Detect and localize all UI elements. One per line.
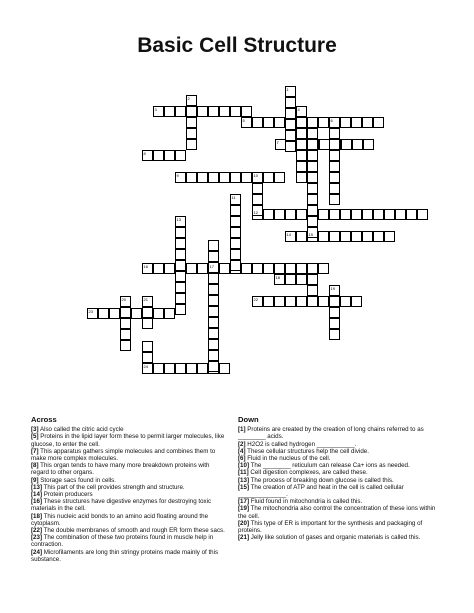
grid-cell[interactable] — [318, 263, 329, 274]
grid-cell[interactable] — [307, 183, 318, 194]
grid-cell[interactable] — [285, 263, 296, 274]
grid-cell[interactable] — [329, 329, 340, 340]
grid-cell[interactable] — [307, 161, 318, 172]
across-clue — [31, 498, 228, 512]
grid-cell[interactable] — [230, 260, 241, 271]
grid-cell[interactable] — [395, 209, 406, 220]
grid-cell[interactable] — [175, 238, 186, 249]
grid-cell[interactable] — [274, 117, 285, 128]
grid-cell[interactable] — [230, 205, 241, 216]
clue-text: The creation of ATP and heat in the cell is called cellular ______________. — [238, 483, 404, 499]
cell-number: 1 — [286, 86, 289, 92]
grid-cell[interactable] — [208, 172, 219, 183]
grid-cell[interactable] — [197, 106, 208, 117]
clue-text: This nucleic acid bonds to an amino acid floating around the cytoplasm. — [31, 512, 209, 527]
grid-cell[interactable] — [373, 231, 384, 242]
cell-number: 18 — [275, 274, 280, 280]
grid-cell[interactable] — [307, 139, 318, 150]
grid-cell[interactable] — [241, 172, 252, 183]
cell-number: 3 — [154, 106, 157, 112]
clue-number: [22] — [31, 527, 43, 535]
clue-text: This part of the cell provides strength and structure. — [42, 483, 185, 491]
grid-cell[interactable] — [186, 139, 197, 150]
clue-number: [11] — [238, 469, 249, 477]
grid-cell[interactable] — [230, 238, 241, 249]
cell-number: 5 — [242, 117, 245, 123]
across-clue — [31, 491, 228, 498]
grid-cell[interactable] — [175, 363, 186, 374]
clue-text: Microfilaments are long thin stringy proteins made mainly of this substance. — [31, 548, 219, 563]
clue-text: H2O2 is called hydrogen ___________. — [245, 440, 357, 448]
cell-number: 15 — [308, 231, 313, 237]
grid-cell[interactable] — [406, 209, 417, 220]
grid-cell[interactable] — [186, 172, 197, 183]
grid-cell[interactable] — [98, 308, 109, 319]
grid-cell[interactable] — [263, 209, 274, 220]
grid-cell[interactable] — [208, 295, 219, 306]
grid-cell[interactable] — [164, 150, 175, 161]
down-clue — [238, 534, 444, 541]
cell-number: 8 — [143, 150, 146, 156]
grid-cell[interactable] — [175, 260, 186, 271]
grid-cell[interactable] — [142, 341, 153, 352]
grid-cell[interactable] — [263, 263, 274, 274]
clue-number: [21] — [238, 534, 250, 542]
grid-cell[interactable] — [219, 263, 230, 274]
grid-cell[interactable] — [329, 194, 340, 205]
clue-number: [23] — [31, 534, 43, 542]
clue-number: [24] — [31, 548, 43, 556]
grid-cell[interactable] — [219, 172, 230, 183]
grid-cell[interactable] — [197, 172, 208, 183]
grid-cell[interactable] — [230, 106, 241, 117]
grid-cell[interactable] — [153, 263, 164, 274]
grid-cell[interactable] — [329, 209, 340, 220]
grid-cell[interactable] — [164, 106, 175, 117]
across-clue — [31, 477, 228, 484]
cell-number: 2 — [187, 95, 190, 101]
grid-cell[interactable] — [208, 361, 219, 372]
grid-cell[interactable] — [131, 308, 142, 319]
cell-number: 9 — [176, 172, 179, 178]
grid-cell[interactable] — [296, 231, 307, 242]
grid-cell[interactable] — [329, 183, 340, 194]
grid-cell[interactable] — [142, 307, 153, 318]
grid-cell[interactable] — [186, 106, 197, 117]
grid-cell[interactable] — [208, 328, 219, 339]
down-clue — [238, 462, 444, 469]
grid-cell[interactable] — [120, 307, 131, 318]
grid-cell[interactable] — [363, 139, 374, 150]
grid-cell[interactable] — [340, 296, 351, 307]
clue-number: [3] — [31, 426, 39, 434]
grid-cell[interactable] — [307, 194, 318, 205]
grid-cell[interactable] — [362, 231, 373, 242]
grid-cell[interactable] — [142, 352, 153, 363]
grid-cell[interactable] — [219, 106, 230, 117]
grid-cell[interactable] — [329, 318, 340, 329]
grid-cell[interactable] — [208, 317, 219, 328]
grid-cell[interactable] — [175, 227, 186, 238]
grid-cell[interactable] — [208, 339, 219, 350]
grid-cell[interactable] — [307, 285, 318, 296]
clue-number: [20] — [238, 519, 250, 527]
clue-number: [2] — [238, 440, 246, 448]
cell-number: 14 — [286, 231, 291, 237]
across-clue — [31, 448, 228, 462]
grid-cell[interactable] — [252, 117, 263, 128]
across-clue — [31, 433, 228, 447]
clue-number: [14] — [31, 491, 43, 499]
down-clue — [238, 455, 444, 462]
grid-cell[interactable] — [164, 308, 175, 319]
across-clue — [31, 462, 228, 476]
clue-text: The double membranes of smooth and rough ER form these sacs. — [42, 527, 225, 535]
clue-text: The combination of these two proteins found in muscle help in contraction. — [31, 534, 214, 549]
page-title: Basic Cell Structure — [137, 34, 337, 57]
grid-cell[interactable] — [153, 150, 164, 161]
grid-cell[interactable] — [307, 296, 318, 307]
grid-cell[interactable] — [175, 293, 186, 304]
grid-cell[interactable] — [296, 150, 307, 161]
grid-cell[interactable] — [208, 240, 219, 251]
grid-cell[interactable] — [296, 172, 307, 183]
grid-cell[interactable] — [307, 274, 318, 285]
grid-cell[interactable] — [318, 296, 329, 307]
clue-text: Protein producers — [42, 491, 93, 499]
clue-number: [16] — [31, 498, 43, 506]
clue-number: [7] — [31, 447, 39, 455]
grid-cell[interactable] — [285, 130, 296, 141]
grid-cell[interactable] — [384, 231, 395, 242]
clue-text: The process of breaking down glucose is called this. — [249, 476, 394, 484]
clue-text: This apparatus gathers simple molecules and combines them to make more complex molecules. — [31, 447, 216, 463]
grid-cell[interactable] — [230, 249, 241, 260]
grid-cell[interactable] — [186, 263, 197, 274]
grid-cell[interactable] — [285, 108, 296, 119]
down-clue — [238, 484, 444, 498]
grid-cell[interactable] — [175, 282, 186, 293]
clue-number: [5] — [31, 433, 39, 441]
clue-text: The mitochondria also control the concentration of these ions within the cell. — [238, 505, 436, 520]
grid-cell[interactable] — [296, 161, 307, 172]
grid-cell[interactable] — [274, 263, 285, 274]
cell-number: 11 — [231, 194, 236, 200]
grid-cell[interactable] — [186, 128, 197, 139]
across-clue — [31, 534, 228, 548]
clue-number: [19] — [238, 505, 250, 513]
grid-cell[interactable] — [307, 263, 318, 274]
grid-cell[interactable] — [164, 363, 175, 374]
clue-number: [10] — [238, 462, 250, 470]
grid-cell[interactable] — [208, 273, 219, 284]
down-clues — [238, 416, 444, 541]
grid-cell[interactable] — [208, 251, 219, 262]
grid-cell[interactable] — [296, 209, 307, 220]
grid-cell[interactable] — [329, 128, 340, 139]
grid-cell[interactable] — [230, 172, 241, 183]
clue-text: Proteins in the lipid layer form these to permit larger molecules, like glucose, to enter the cell. — [31, 433, 225, 448]
grid-cell[interactable] — [329, 307, 340, 318]
clue-number: [1] — [238, 426, 246, 434]
grid-cell[interactable] — [175, 249, 186, 260]
clue-number: [15] — [238, 483, 250, 491]
grid-cell[interactable] — [252, 183, 263, 194]
cell-number: 6 — [330, 117, 333, 123]
grid-cell[interactable] — [307, 216, 318, 227]
clue-text: These structures have digestive enzymes for destroying toxic materials in the cell. — [31, 498, 212, 513]
clue-text: Proteins are created by the creation of long chains referred to as ________ acids. — [238, 426, 424, 441]
grid-cell[interactable] — [109, 308, 120, 319]
across-clue — [31, 549, 228, 563]
clue-number: [17] — [238, 498, 250, 506]
cell-number: 21 — [143, 296, 148, 302]
grid-cell[interactable] — [340, 209, 351, 220]
grid-cell[interactable] — [263, 172, 274, 183]
grid-cell[interactable] — [230, 227, 241, 238]
clue-number: [13] — [238, 476, 250, 484]
grid-cell[interactable] — [263, 296, 274, 307]
grid-cell[interactable] — [351, 231, 362, 242]
grid-cell[interactable] — [296, 296, 307, 307]
grid-cell[interactable] — [274, 209, 285, 220]
grid-cell[interactable] — [384, 209, 395, 220]
clue-number: [18] — [31, 512, 43, 520]
grid-cell[interactable] — [153, 308, 164, 319]
clue-text: Jelly like solution of gases and organic materials is called this. — [249, 534, 421, 542]
grid-cell[interactable] — [263, 117, 274, 128]
grid-cell[interactable] — [208, 106, 219, 117]
cell-number: 19 — [330, 285, 335, 291]
grid-cell[interactable] — [153, 363, 164, 374]
grid-cell[interactable] — [142, 318, 153, 329]
grid-cell[interactable] — [241, 263, 252, 274]
across-clue — [31, 426, 228, 433]
clue-text: This organ tends to have many more breakdown proteins with regard to other organs. — [31, 462, 210, 477]
down-clue — [238, 441, 444, 448]
grid-cell[interactable] — [285, 209, 296, 220]
cell-number: 17 — [209, 263, 214, 269]
clue-number: [13] — [31, 483, 43, 491]
grid-cell[interactable] — [296, 274, 307, 285]
grid-cell[interactable] — [351, 209, 362, 220]
grid-cell[interactable] — [362, 117, 373, 128]
grid-cell[interactable] — [362, 209, 373, 220]
cell-number: 4 — [297, 106, 300, 112]
cell-number: 24 — [143, 363, 148, 369]
grid-cell[interactable] — [340, 117, 351, 128]
grid-cell[interactable] — [285, 274, 296, 285]
grid-cell[interactable] — [241, 106, 252, 117]
grid-cell[interactable] — [329, 172, 340, 183]
grid-cell[interactable] — [208, 306, 219, 317]
clue-text: Storage sacs found in cells. — [38, 476, 116, 484]
grid-cell[interactable] — [175, 150, 186, 161]
grid-cell[interactable] — [318, 117, 329, 128]
grid-cell[interactable] — [307, 172, 318, 183]
grid-cell[interactable] — [285, 97, 296, 108]
grid-cell[interactable] — [352, 139, 363, 150]
clue-number: [4] — [238, 447, 246, 455]
grid-cell[interactable] — [274, 172, 285, 183]
across-heading: Across — [31, 415, 57, 424]
grid-cell[interactable] — [307, 128, 318, 139]
grid-cell[interactable] — [329, 296, 340, 307]
grid-cell[interactable] — [208, 284, 219, 295]
grid-cell[interactable] — [219, 363, 230, 374]
grid-cell[interactable] — [373, 209, 384, 220]
cell-number: 22 — [253, 296, 258, 302]
down-clue — [238, 498, 444, 505]
grid-cell[interactable] — [296, 128, 307, 139]
grid-cell[interactable] — [120, 318, 131, 329]
grid-cell[interactable] — [307, 150, 318, 161]
grid-cell[interactable] — [120, 340, 131, 351]
clue-text: Cell digestion complexes, are called these. — [248, 469, 368, 477]
grid-cell[interactable] — [341, 139, 352, 150]
grid-cell[interactable] — [351, 117, 362, 128]
grid-cell[interactable] — [318, 231, 329, 242]
across-clue — [31, 527, 228, 534]
grid-cell[interactable] — [318, 209, 329, 220]
grid-cell[interactable] — [197, 363, 208, 374]
clue-number: [9] — [31, 476, 39, 484]
clue-number: [8] — [31, 462, 39, 470]
down-clue — [238, 426, 444, 440]
grid-cell[interactable] — [340, 231, 351, 242]
across-clue — [31, 513, 228, 527]
grid-cell[interactable] — [230, 216, 241, 227]
down-clue — [238, 505, 444, 519]
clue-text: Fluid found in mitochondria is called this. — [249, 498, 363, 506]
grid-cell[interactable] — [175, 304, 186, 315]
grid-cell[interactable] — [329, 139, 340, 150]
across-clues — [31, 416, 228, 563]
grid-cell[interactable] — [186, 117, 197, 128]
cell-number: 12 — [253, 209, 258, 215]
grid-cell[interactable] — [373, 117, 384, 128]
cell-number: 7 — [276, 139, 279, 145]
grid-cell[interactable] — [285, 296, 296, 307]
cell-number: 13 — [176, 216, 181, 222]
grid-cell[interactable] — [164, 263, 175, 274]
grid-cell[interactable] — [285, 141, 296, 152]
cell-number: 20 — [121, 296, 126, 302]
grid-cell[interactable] — [329, 161, 340, 172]
grid-cell[interactable] — [329, 231, 340, 242]
clue-text: These cellular structures help the cell divide. — [245, 447, 369, 455]
grid-cell[interactable] — [252, 194, 263, 205]
down-clue — [238, 469, 444, 476]
grid-cell[interactable] — [296, 117, 307, 128]
clue-number: [6] — [238, 455, 246, 463]
clue-text: The ________ reticulum can release Ca+ ions as needed. — [249, 462, 410, 470]
down-clue — [238, 520, 444, 534]
down-heading: Down — [238, 415, 259, 424]
grid-cell[interactable] — [285, 119, 296, 130]
grid-cell[interactable] — [208, 350, 219, 361]
cell-number: 10 — [253, 172, 258, 178]
grid-cell[interactable] — [186, 363, 197, 374]
grid-cell[interactable] — [307, 117, 318, 128]
grid-cell[interactable] — [351, 296, 362, 307]
grid-cell[interactable] — [175, 271, 186, 282]
grid-cell[interactable] — [329, 150, 340, 161]
grid-cell[interactable] — [120, 329, 131, 340]
grid-cell[interactable] — [197, 263, 208, 274]
across-clue — [31, 484, 228, 491]
grid-cell[interactable] — [296, 139, 307, 150]
down-clue — [238, 448, 444, 455]
down-clue — [238, 477, 444, 484]
cell-number: 23 — [88, 308, 93, 314]
cell-number: 16 — [143, 263, 148, 269]
grid-cell[interactable] — [274, 296, 285, 307]
clue-text: This type of ER is important for the synthesis and packaging of proteins. — [238, 519, 423, 535]
grid-cell[interactable] — [175, 106, 186, 117]
clue-text: Fluid in the nucleus of the cell. — [245, 455, 331, 463]
grid-cell[interactable] — [417, 209, 428, 220]
grid-cell[interactable] — [252, 263, 263, 274]
grid-cell[interactable] — [296, 263, 307, 274]
clue-text: Also called the citric acid cycle — [38, 426, 124, 434]
grid-cell[interactable] — [307, 205, 318, 216]
